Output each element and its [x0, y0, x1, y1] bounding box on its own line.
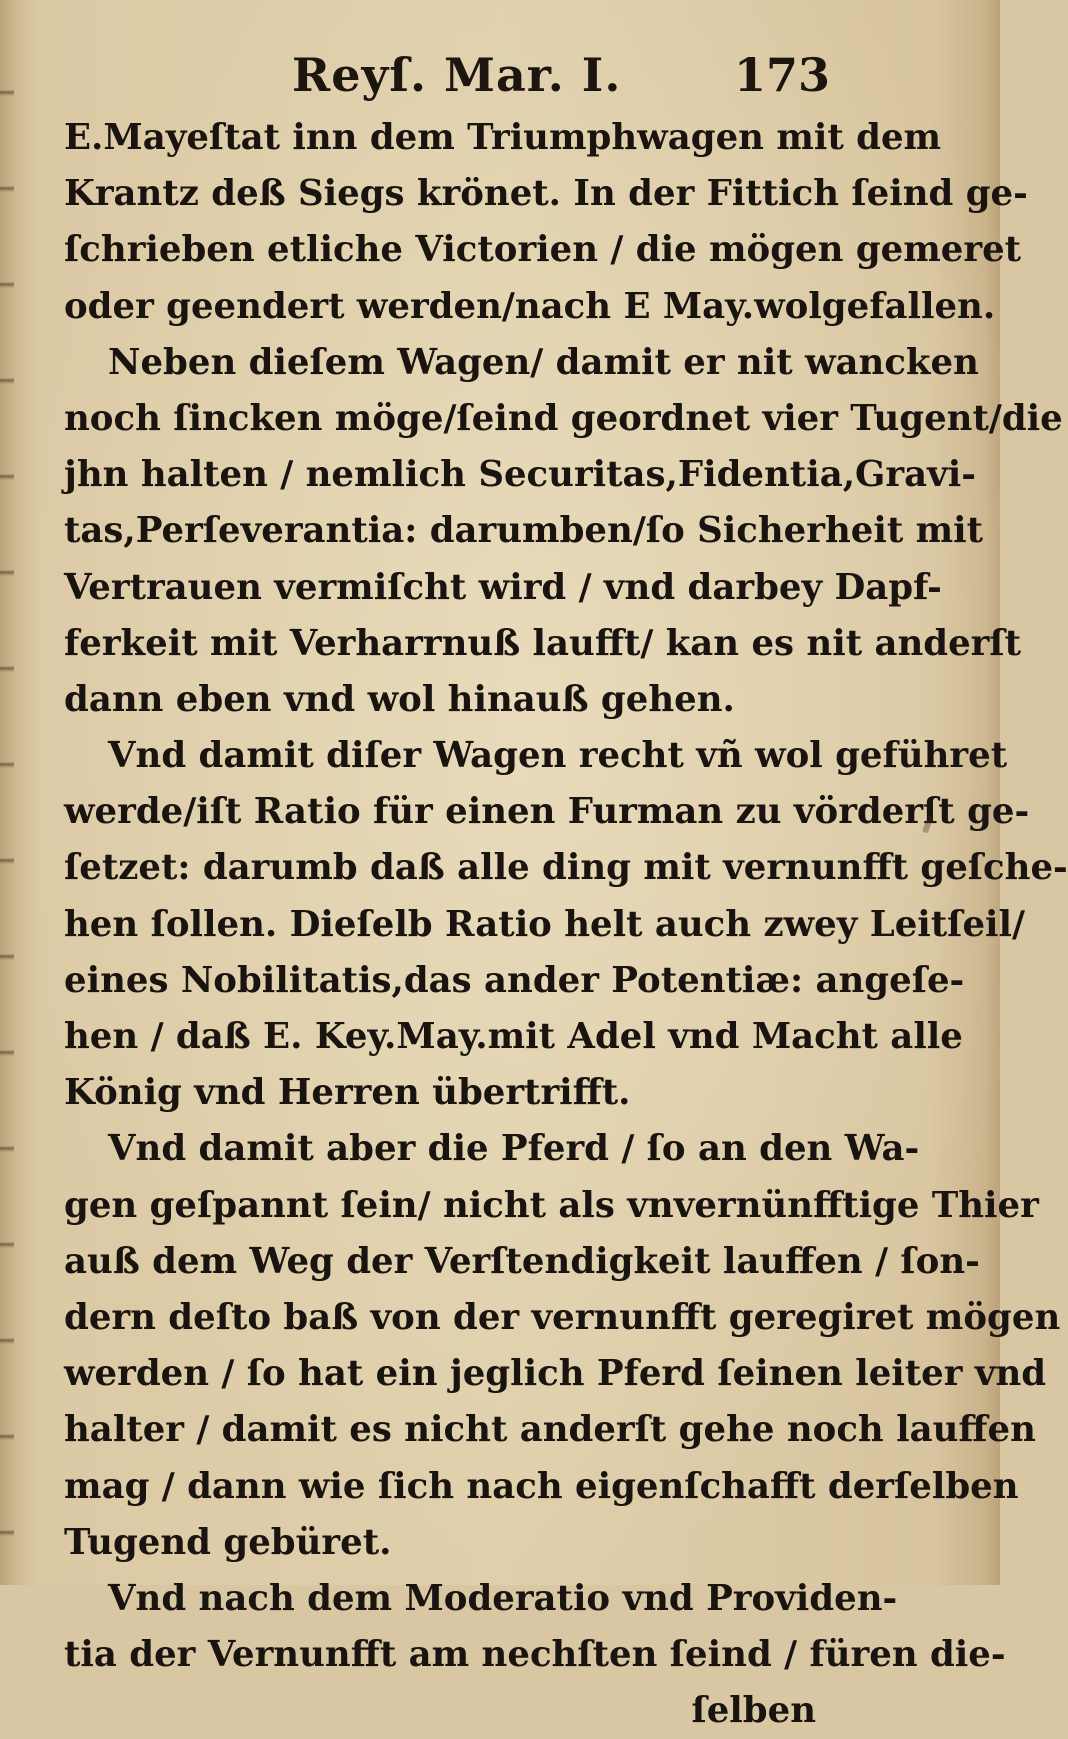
text-line: oder geendert werden/nach E May.wolgefallen.	[64, 285, 996, 327]
text-line: werden / ſo hat ein jeglich Pferd ſeinen leiter vnd	[64, 1353, 1047, 1395]
text-line: ferkeit mit Verharrnuß laufft/ kan es nit anderſt	[64, 622, 1022, 664]
text-line: werde/iſt Ratio für einen Furman zu vörderſt ge-	[64, 791, 1030, 833]
text-line: ſetzet: darumb daß alle ding mit vernunfft geſche-	[64, 847, 1068, 889]
catchword: ſelben	[691, 1690, 816, 1732]
text-line: jhn halten / nemlich Securitas,Fidentia,Gravi-	[64, 454, 976, 496]
text-line: dern deſto baß von der vernunfft geregiret mögen	[64, 1296, 1061, 1338]
text-line: auß dem Weg der Verſtendigkeit lauffen / ſon-	[64, 1240, 980, 1282]
text-line: noch ſincken möge/ſeind geordnet vier Tugent/die	[64, 397, 1063, 439]
text-line: hen / daß E. Key.May.mit Adel vnd Macht alle	[64, 1016, 963, 1057]
text-line: mag / dann wie ſich nach eigenſchafft derſelben	[64, 1465, 1019, 1507]
page-header	[70, 48, 830, 106]
text-line: tas,Perſeverantia: darumben/ſo Sicherheit mit	[64, 510, 984, 552]
text-line: Krantz deß Siegs krönet. In der Fittich ſeind ge-	[64, 173, 1028, 215]
text-line: Vnd damit aber die Pferd / ſo an den Wa-	[108, 1128, 920, 1170]
text-line: hen ſollen. Dieſelb Ratio helt auch zwey Leitſeil/	[64, 903, 1025, 945]
text-line: Neben dieſem Wagen/ damit er nit wancken	[108, 341, 979, 383]
text-line: König vnd Herren übertrifft.	[64, 1072, 631, 1114]
text-line: halter / damit es nicht anderſt gehe noch lauffen	[64, 1409, 1036, 1451]
text-line: Vnd damit diſer Wagen recht vñ wol geführet	[108, 735, 1008, 777]
text-line: tia der Vernunfft am nechſten ſeind / füren die-	[64, 1634, 1006, 1676]
text-line: dann eben vnd wol hinauß gehen.	[64, 678, 735, 720]
text-line: eines Nobilitatis,das ander Potentiæ: angeſe-	[64, 959, 965, 1001]
text-line: E.Mayeſtat inn dem Triumphwagen mit dem	[64, 117, 942, 158]
text-line: Vertrauen vermiſcht wird / vnd darbey Dapf-	[64, 566, 942, 608]
text-line: ſchrieben etliche Victorien / die mögen gemeret	[64, 229, 1022, 271]
body-text	[64, 110, 1068, 1739]
page-gutter-edge	[0, 0, 14, 1585]
page-number: 173	[733, 48, 830, 102]
text-line: gen geſpannt ſein/ nicht als vnvernünfftige Thier	[64, 1184, 1039, 1226]
text-line: Vnd nach dem Moderatio vnd Providen-	[108, 1577, 898, 1619]
running-head: Reyſ. Mar. I.	[292, 48, 622, 102]
text-line: Tugend gebüret.	[64, 1521, 392, 1563]
